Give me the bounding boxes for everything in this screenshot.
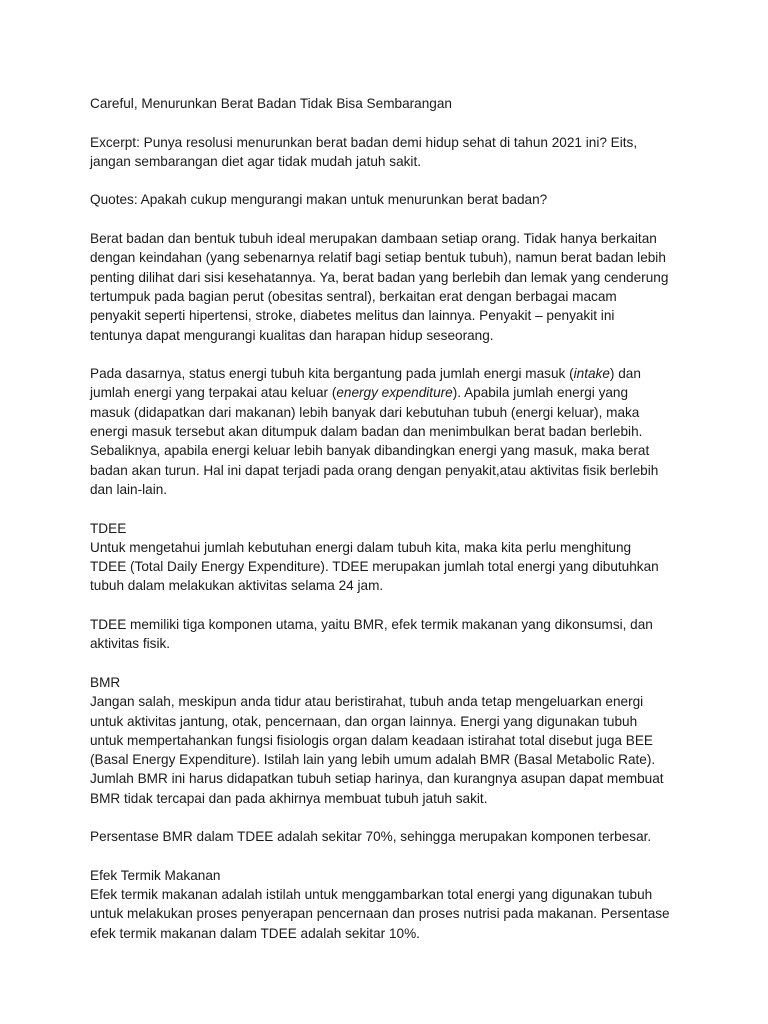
document-title: Careful, Menurunkan Berat Badan Tidak Bisa Sembarangan: [90, 96, 452, 111]
quotes-paragraph: Quotes: Apakah cukup mengurangi makan untuk menurunkan berat badan?: [90, 192, 548, 208]
tef-paragraph: Efek termik makanan adalah istilah untuk menggambarkan total energi yang digunakan tubuh untuk melakukan proses penyerapan pencernaan dan proses nutrisi pada makanan. Persentase efek termik makanan dalam TDEE adalah sekitar 10%.: [90, 887, 670, 941]
energy-text-part-2: ) dan jumlah energi yang terpakai atau keluar (: [90, 366, 641, 401]
energy-text-part-1: Pada dasarnya, status energi tubuh kita bergantung pada jumlah energi masuk (: [90, 366, 574, 382]
document-body: [90, 94, 702, 962]
tef-heading: Efek Termik Makanan: [90, 867, 221, 883]
energy-status-paragraph: [90, 364, 702, 499]
tdee-heading: TDEE: [90, 520, 127, 536]
bmr-heading: BMR: [90, 674, 121, 690]
excerpt-paragraph: Excerpt: Punya resolusi menurunkan berat badan demi hidup sehat di tahun 2021 ini? Eits, jangan sembarangan diet agar tidak mudah jatuh sakit.: [90, 134, 638, 169]
intro-paragraph: Berat badan dan bentuk tubuh ideal merupakan dambaan setiap orang. Tidak hanya berkaitan dengan keindahan (yang sebenarnya relatif bagi setiap bentuk tubuh), namun berat badan lebih penting dilihat dari sisi kesehatannya. Ya, berat badan yang berlebih dan lemak yang cenderung tertumpuk pada bagian perut (obesitas sentral), berkaitan erat dengan berbagai macam penyakit seperti hipertensi, stroke, diabetes melitus dan lainnya. Penyakit – penyakit ini tentunya dapat mengurangi kualitas dan harapan hidup seseorang.: [90, 231, 669, 343]
energy-text-part-3: ). Apabila jumlah energi yang masuk (didapatkan dari makanan) lebih banyak dari kebutuhan tubuh (energi keluar), maka energi masuk tersebut akan ditumpuk dalam badan dan menimbulkan berat badan berlebih. Sebaliknya, apabila energi keluar lebih banyak dibandingkan energi yang masuk, maka berat badan akan turun. Hal ini dapat terjadi pada orang dengan penyakit,atau aktivitas fisik berlebih dan lain-lain.: [90, 385, 659, 497]
bmr-paragraph: Jangan salah, meskipun anda tidur atau beristirahat, tubuh anda tetap mengeluarkan energi untuk aktivitas jantung, otak, pencernaan, dan organ lainnya. Energi yang digunakan tubuh untuk mempertahankan fungsi fisiologis organ dalam keadaan istirahat total disebut juga BEE (Basal Energy Expenditure). Istilah lain yang lebih umum adalah BMR (Basal Metabolic Rate). Jumlah BMR ini harus didapatkan tubuh setiap harinya, dan kurangnya asupan dapat membuat BMR tidak tercapai dan pada akhirnya membuat tubuh jatuh sakit.: [90, 694, 664, 806]
intake-term: intake: [573, 366, 610, 382]
bmr-percentage-paragraph: Persentase BMR dalam TDEE adalah sekitar 70%, sehingga merupakan komponen terbesar.: [90, 829, 652, 845]
tdee-components-paragraph: TDEE memiliki tiga komponen utama, yaitu BMR, efek termik makanan yang dikonsumsi, dan aktivitas fisik.: [90, 617, 653, 652]
energy-expenditure-term: energy expenditure: [336, 385, 453, 401]
tdee-paragraph: Untuk mengetahui jumlah kebutuhan energi dalam tubuh kita, maka kita perlu menghitung TDEE (Total Daily Energy Expenditure). TDEE merupakan jumlah total energi yang dibutuhkan tubuh dalam melakukan aktivitas selama 24 jam.: [90, 539, 659, 594]
